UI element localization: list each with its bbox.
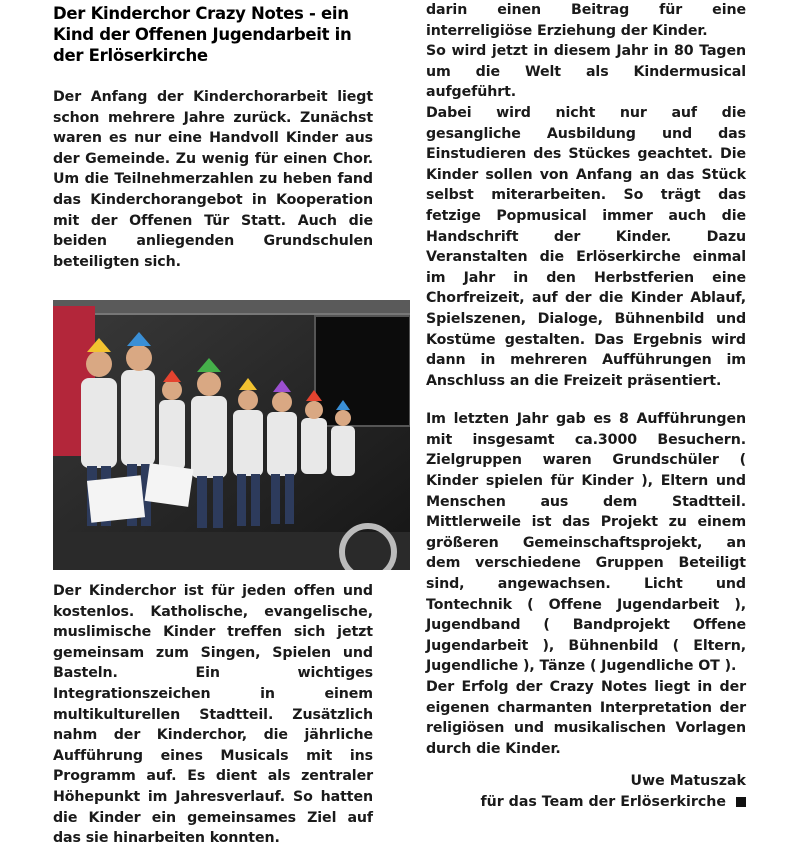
left-column <box>53 0 373 272</box>
body-paragraph: darin einen Beitrag für eine interreligiöse Erziehung der Kinder. <box>426 2 746 39</box>
author-name: Uwe Matuszak <box>630 773 746 790</box>
choir-photo <box>53 300 410 570</box>
article-title: Der Kinderchor Crazy Notes - ein Kind der Offenen Jugendarbeit in der Erlöserkirche <box>53 4 352 65</box>
author-affiliation-text: für das Team der Erlöserkirche <box>480 794 726 811</box>
body-paragraph: Der Kinderchor ist für jeden offen und kostenlos. Katholische, evangelische, muslimische Kinder treffen sich jetzt gemeinsam zum Singen, Spielen und Basteln. Ein wichtiges Integrationszeichen in einem multikulturellen Stadtteil. Zusätzlich nahm der Kinderchor, die jährliche Aufführung eines Musicals mit ins Programm auf. Es dient als zentraler Höhepunkt im Jahresverlauf. So hatten die Kinder ein gemeinsames Ziel auf das sie hinarbeiten konnten. <box>53 583 373 847</box>
body-paragraph: So wird jetzt in diesem Jahr in 80 Tagen um die Welt als Kindermusical aufgeführt. <box>426 43 746 101</box>
intro-paragraph: Der Anfang der Kinderchorarbeit liegt schon mehrere Jahre zurück. Zunächst waren es nur eine Handvoll Kinder aus der Gemeinde. Zu wenig für einen Chor. Um die Teilnehmerzahlen zu heben fand das Kinderchorangebot in Kooperation mit der Offenen Tür Statt. Auch die beiden anliegenden Grundschulen beteiligten sich. <box>53 89 373 270</box>
body-paragraph: Der Erfolg der Crazy Notes liegt in der eigenen charmanten Interpretation der religiösen und musikalischen Vorlagen durch die Kinder. <box>426 679 746 757</box>
right-column <box>426 0 746 813</box>
left-column-lower <box>53 581 373 849</box>
author-signature <box>426 771 746 813</box>
body-paragraph: Im letzten Jahr gab es 8 Aufführungen mit insgesamt ca.3000 Besuchern. Zielgruppen waren Grundschüler ( Kinder spielen für Kinder ), Eltern und Menschen aus dem Stadtteil. Mittlerweile ist das Projekt zu einem größeren Gemeinschaftsprojekt, an dem verschiedene Gruppen Beteiligt sind, angewachsen. Licht und Tontechnik ( Offene Jugendarbeit ), Jugendband ( Bandprojekt Offene Jugendarbeit ), Bühnenbild ( Eltern, Jugendliche ), Tänze ( Jugendliche OT ). <box>426 411 746 675</box>
author-affiliation <box>426 792 746 813</box>
choir-photo-image <box>53 300 410 570</box>
end-mark-icon <box>736 797 746 807</box>
body-paragraph: Dabei wird nicht nur auf die gesangliche Ausbildung und das Einstudieren des Stückes geachtet. Die Kinder sollen von Anfang an das Stück selbst miterarbeiten. So trägt das fetzige Popmusical immer auch die Handschrift der Kinder. Dazu Veranstalten die Erlöserkirche einmal im Jahr in den Herbstferien eine Chorfreizeit, auf der die Kinder Ablauf, Spielszenen, Dialoge, Bühnenbild und Kostüme gestalten. Das Ergebnis wird dann in mehreren Aufführungen im Anschluss an die Freizeit präsentiert. <box>426 104 746 389</box>
